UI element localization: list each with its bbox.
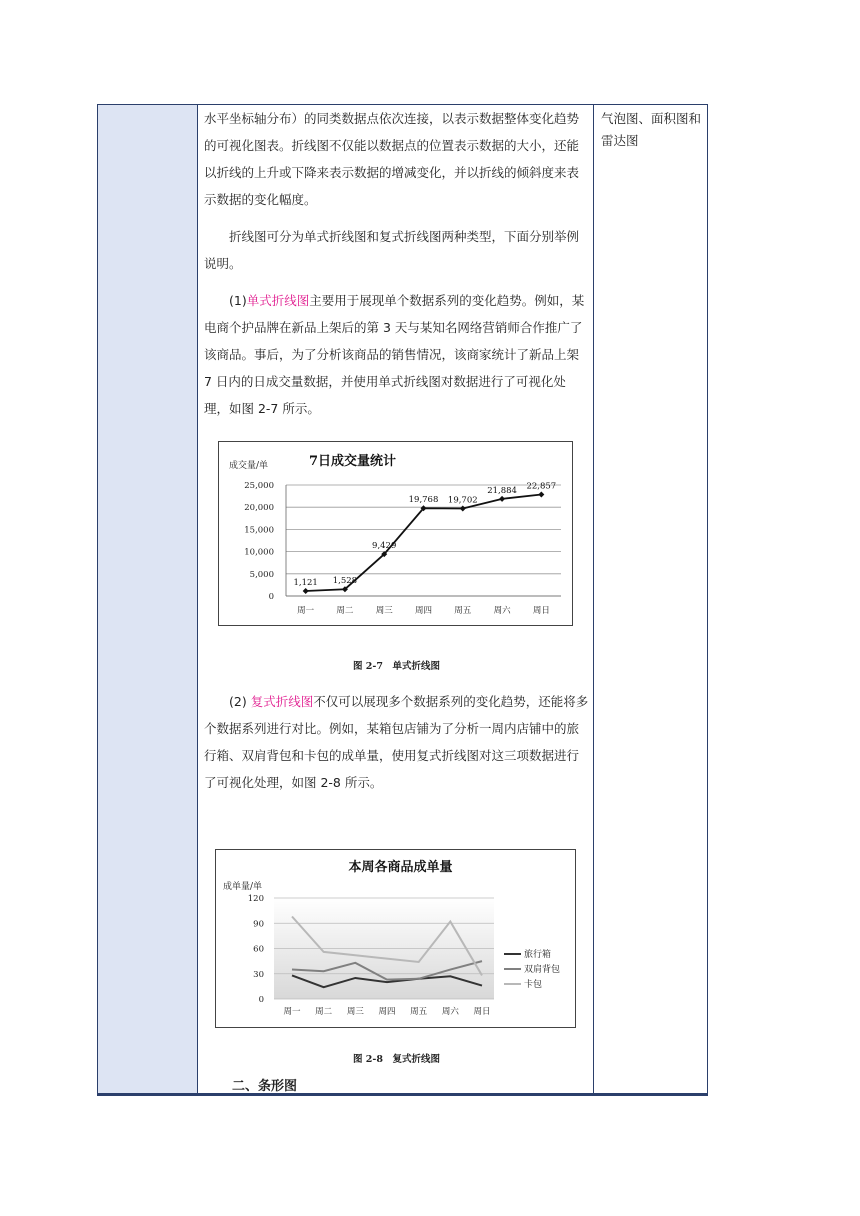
item-number: (2) [229,694,251,709]
term-multi-line-chart: 复式折线图 [250,694,314,709]
legend-label: 卡包 [524,980,543,990]
x-tick-label: 周日 [473,1007,491,1017]
multi-line-chart-svg [216,850,575,1027]
figure-caption-2-7: 图 2-7 单式折线图 [353,661,440,672]
multi-line-chart [215,849,576,1028]
legend-label: 双肩背包 [524,965,561,975]
content-table [97,104,708,1096]
y-tick-label: 5,000 [249,569,274,580]
x-tick-label: 周日 [532,606,550,616]
y-axis-label: 成交量/单 [229,461,269,471]
paragraph-single-line [204,287,589,422]
y-tick-label: 10,000 [244,547,274,558]
x-tick-label: 周一 [297,606,315,616]
data-label: 19,768 [408,495,439,506]
legend-label: 旅行箱 [524,950,552,960]
term-single-line-chart: 单式折线图 [246,293,310,308]
paragraph-multi-line [204,688,589,796]
note-text: 气泡图、面积图和雷达图 [601,111,702,148]
y-tick-label: 30 [253,969,264,980]
y-tick-label: 120 [247,894,264,904]
y-tick-label: 90 [253,919,264,930]
x-tick-label: 周三 [346,1007,364,1017]
main-content-column [204,105,589,422]
data-label: 1,121 [293,578,318,589]
item-number: (1) [229,293,247,308]
y-tick-label: 25,000 [244,481,274,491]
data-label: 1,528 [332,576,358,587]
x-tick-label: 周二 [315,1007,333,1017]
x-tick-label: 周二 [336,606,354,616]
data-label: 9,429 [372,541,397,552]
chart-title: 7日成交量统计 [309,454,397,469]
paragraph-text: 不仅可以展现多个数据系列的变化趋势，还能将多个数据系列进行对比。例如，某箱包店铺为了分析一周内店铺中的旅行箱、双肩背包和卡包的成单量，使用复式折线图对这三项数据进行了可视化处理，如图 2-8 所示。 [204,694,589,790]
y-tick-label: 15,000 [244,525,274,536]
x-tick-label: 周三 [375,606,393,616]
chart-title: 本周各商品成单量 [348,860,453,875]
x-tick-label: 周四 [414,606,433,616]
right-note-column [593,105,708,1093]
y-axis-label: 成单量/单 [223,882,263,892]
paragraph-types: 折线图可分为单式折线图和复式折线图两种类型，下面分别举例说明。 [204,229,580,271]
x-tick-label: 周四 [378,1007,396,1017]
data-point [303,588,309,594]
data-label: 19,702 [447,495,478,506]
data-point [538,492,544,498]
x-tick-label: 周六 [441,1007,459,1017]
data-point [499,496,505,502]
data-label: 21,884 [487,485,517,496]
single-line-chart-svg [219,442,572,625]
y-tick-label: 20,000 [244,503,274,514]
data-point [460,506,466,512]
left-label-column [98,105,198,1093]
figure-caption-2-8: 图 2-8 复式折线图 [353,1054,440,1065]
x-tick-label: 周一 [283,1007,301,1017]
y-tick-label: 60 [253,944,264,955]
paragraph-intro: 水平坐标轴分布）的同类数据点依次连接，以表示数据整体变化趋势的可视化图表。折线图不仅能以数据点的位置表示数据的大小，还能以折线的上升或下降来表示数据的增减变化，并以折线的倾斜度来表示数据的变化幅度。 [204,111,580,207]
single-line-chart [218,441,573,626]
paragraph-text: 主要用于展现单个数据系列的变化趋势。例如，某电商个护品牌在新品上架后的第 3 天与某知名网络营销师合作推广了该商品。事后，为了分析该商品的销售情况，该商家统计了新品上架 7 日内的日成交量数据，并使用单式折线图对数据进行了可视化处理，如图 2-7 所示。 [204,293,585,416]
main-content-column-2 [204,688,589,796]
section-title: 二、条形图 [232,1079,298,1094]
x-tick-label: 周五 [410,1007,428,1017]
x-tick-label: 周六 [493,606,511,616]
y-tick-label: 0 [258,995,264,1005]
x-tick-label: 周五 [454,606,472,616]
data-label: 22,857 [526,481,557,492]
y-tick-label: 0 [268,592,274,602]
